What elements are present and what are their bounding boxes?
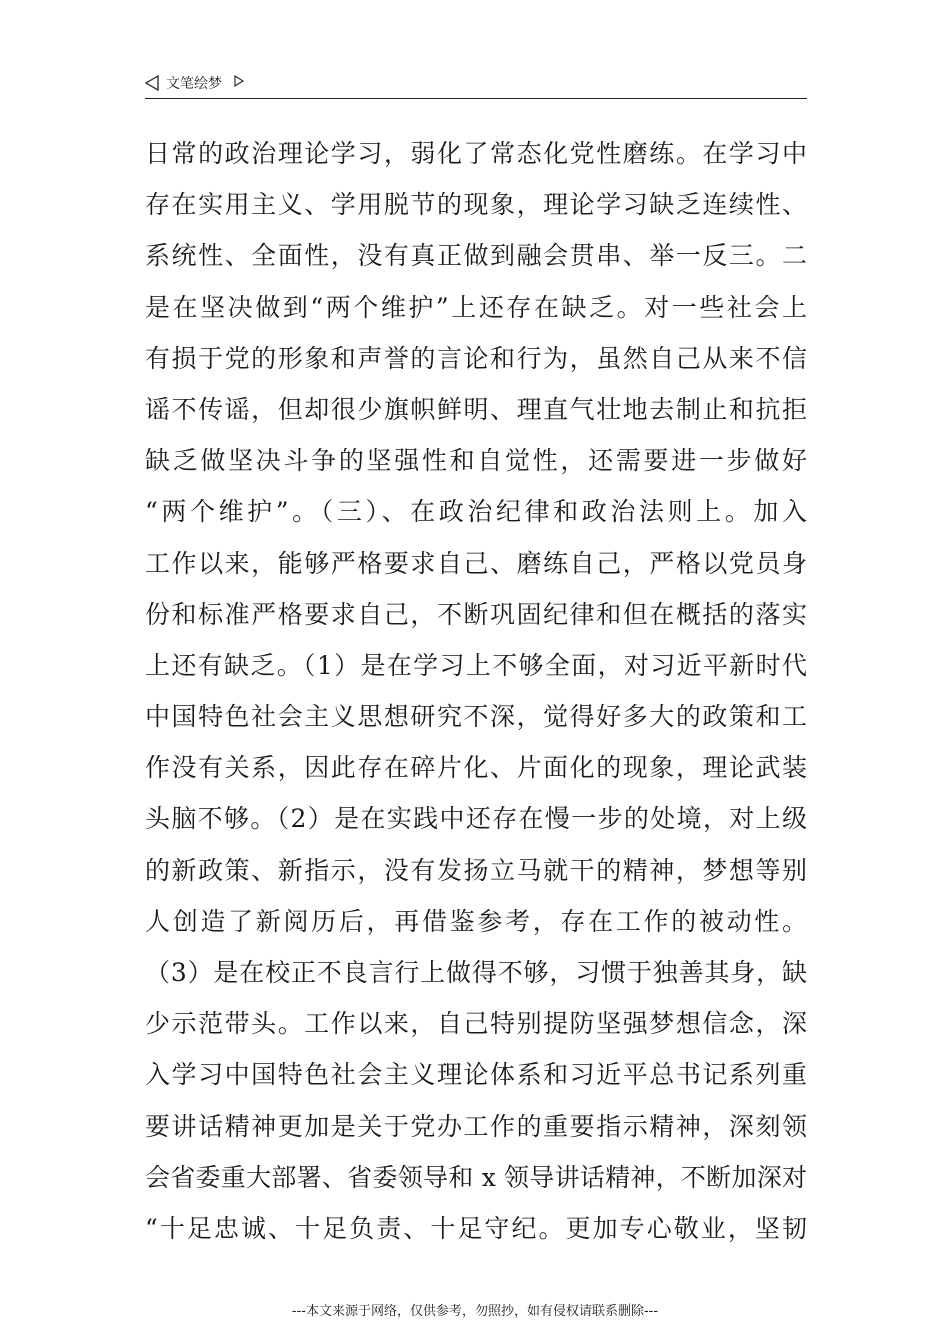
text-line: 日常的政治理论学习，弱化了常态化党性磨练。在学习中 — [145, 139, 807, 168]
text-line: 工作以来，能够严格要求自己、磨练自己，严格以党员身 — [145, 548, 807, 578]
text-line: 要讲话精神更加是关于党办工作的重要指示精神，深刻领 — [145, 1111, 807, 1141]
text-line: 谣不传谣，但却很少旗帜鲜明、理直气壮地去制止和抗拒 — [145, 394, 807, 424]
text-line: 的新政策、新指示，没有发扬立马就干的精神，梦想等别 — [145, 855, 807, 885]
text-line: 头脑不够。（2）是在实践中还存在慢一步的处境，对上级 — [145, 804, 807, 834]
text-line: 份和标准严格要求自己，不断巩固纪律和但在概括的落实 — [145, 599, 807, 629]
text-line: 上还有缺乏。（1）是在学习上不够全面，对习近平新时代 — [145, 650, 807, 680]
text-line: 缺乏做坚决斗争的坚强性和自觉性，还需要进一步做好 — [145, 446, 807, 476]
text-line: 有损于党的形象和声誉的言论和行为，虽然自己从来不信 — [145, 343, 807, 373]
text-line: 中国特色社会主义思想研究不深，觉得好多大的政策和工 — [145, 702, 807, 732]
text-line: 是在坚决做到“两个维护”上还存在缺乏。对一些社会上 — [145, 292, 807, 322]
text-line: 系统性、全面性，没有真正做到融会贯串、举一反三。二 — [145, 241, 807, 271]
text-line: 作没有关系，因此存在碎片化、片面化的现象，理论武装 — [145, 753, 807, 783]
left-triangle-icon — [145, 75, 159, 91]
text-line: 少示范带头。工作以来，自己特别提防坚强梦想信念，深 — [145, 1009, 807, 1039]
text-line: 人创造了新阅历后，再借鉴参考，存在工作的被动性。 — [145, 906, 807, 936]
text-line: 入学习中国特色社会主义理论体系和习近平总书记系列重 — [145, 1060, 807, 1090]
page-header — [145, 72, 807, 99]
footer-disclaimer: ---本文来源于网络，仅供参考，勿照抄，如有侵权请联系删除--- — [291, 1304, 659, 1319]
text-line: 存在实用主义、学用脱节的现象，理论学习缺乏连续性、 — [145, 190, 807, 220]
right-triangle-icon — [234, 75, 244, 87]
text-line: （3）是在校正不良言行上做得不够，习惯于独善其身，缺 — [145, 958, 807, 987]
header-title: 文笔绘梦 — [166, 76, 222, 92]
document-body — [145, 128, 807, 1254]
text-line: “两个维护”。（三）、在政治纪律和政治法则上。加入 — [145, 497, 807, 527]
text-line: “十足忠诚、十足负责、十足守纪。更加专心敬业，坚韧 — [145, 1213, 807, 1243]
text-line: 会省委重大部署、省委领导和 x 领导讲话精神，不断加深对 — [145, 1162, 807, 1192]
